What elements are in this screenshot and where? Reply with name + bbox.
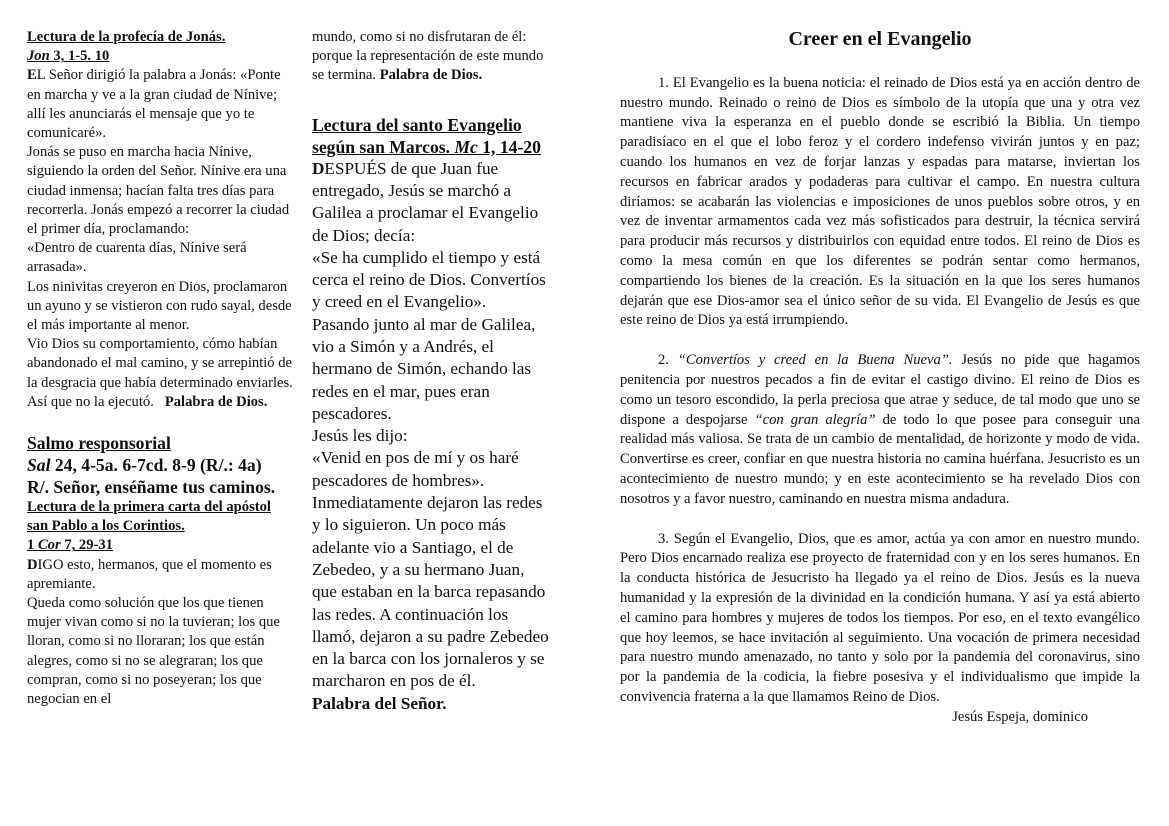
reading2-cont-text: mundo, como si no disfrutaran de él: porque la representación de este mundo se termina. — [312, 29, 544, 84]
reading2-ref-rest: 7, 29-31 — [60, 537, 113, 554]
reading1-ref-book: Jon — [27, 48, 50, 65]
gospel-ref-book: Mc — [454, 136, 478, 157]
psalm-ref-rest: 24, 4-5a. 6-7cd. 8-9 (R/.: 4a) — [50, 455, 262, 476]
reading2-dropcap: D — [27, 556, 38, 573]
reading2-title: Lectura de la primera carta del apóstol san Pablo a los Corintios. — [27, 499, 271, 535]
reading1-ref-rest: 3, 1-5. 10 — [49, 48, 110, 65]
reading1-title: Lectura de la profecía de Jonás. — [27, 29, 226, 45]
gospel-para4: Jesús les dijo: — [312, 426, 408, 446]
reading1-dropcap: E — [27, 67, 37, 84]
column-right — [620, 28, 1140, 728]
spacer — [620, 331, 1140, 351]
spacer — [620, 510, 1140, 530]
spacer — [27, 412, 295, 432]
reading2-ref-book: Cor — [37, 537, 61, 554]
reading1-para2: Jonás se puso en marcha hacia Nínive, siguiendo la orden del Señor. Nínive era una ciudad inmensa; hacían falta tres días para recorrerla. Jonás empezó a recorrer la ciudad el primer día, proclamando: — [27, 144, 290, 238]
reading2-close: Palabra de Dios. — [379, 67, 483, 84]
column-left — [27, 28, 295, 709]
spacer — [312, 86, 552, 114]
reading1-text: L Señor dirigió la palabra a Jonás: «Ponte en marcha y ve a la gran ciudad de Nínive; allí les anunciarás el mensaje que yo te comunicaré». — [27, 67, 281, 142]
reading1-para3: «Dentro de cuarenta días, Nínive será arrasada». — [27, 240, 247, 276]
psalm-ref-book: Sal — [27, 455, 51, 476]
para2-text-b: de todo lo que posee para conseguir una realidad más valiosa. Se trata de un cambio de mentalidad, de horizonte y modo de vida. Convertirse es creer, confiar en que nuestra historia no camina huérfana. Jesucristo es un acontecimiento de nuestro mundo; y en este acontecimiento se ha revelado Dios con nosotros y a favor nuestro, caminando en nuestra misma andadura. — [620, 411, 1141, 507]
reading1-close: Palabra de Dios. — [164, 393, 268, 410]
reading1-text5: Vio Dios su comportamiento, cómo habían abandonado el mal camino, y se arrepintió de la desgracia que había determinado enviarles. Así que no la ejecutó. — [27, 336, 293, 410]
gospel-text: ESPUÉS de que Juan fue entregado, Jesús se marchó a Galilea a proclamar el Evangelio de Dios; decía: — [312, 158, 539, 245]
para2-quote: “Convertíos y creed en la Buena Nueva”. — [677, 352, 953, 369]
gospel-ref-rest: 1, 14-20 — [477, 136, 541, 157]
reading2-ref-pre: 1 — [27, 537, 38, 554]
psalm-title: Salmo responsorial — [27, 433, 171, 454]
gospel-para3: Pasando junto al mar de Galilea, vio a Simón y a Andrés, el hermano de Simón, echando las redes en el mar, pues eran pescadores. — [312, 314, 536, 423]
reading1-para5 — [27, 335, 295, 412]
reflection-title: Creer en el Evangelio — [788, 28, 972, 50]
gospel-para2: «Se ha cumplido el tiempo y está cerca el reino de Dios. Convertíos y creed en el Evangelio». — [312, 247, 546, 312]
para2-number: 2. — [658, 352, 678, 369]
signature: Jesús Espeja, dominico — [952, 708, 1088, 725]
column-middle — [312, 28, 552, 715]
para2-text-a: Jesús no pide que hagamos penitencia por nuestros pecados a fin de evitar el castigo divino. El reino de Dios es como un tesoro escondido, la perla preciosa que atrae y seduce, de tal modo que uno se dispone a despojarse — [620, 352, 1140, 428]
gospel-para1 — [312, 158, 552, 247]
para2-quote2: “con gran alegría” — [754, 411, 876, 428]
reading2-para1 — [27, 556, 295, 594]
reading2-text: IGO esto, hermanos, que el momento es apremiante. — [27, 556, 272, 592]
reading1-para1 — [27, 66, 295, 143]
reading1-reference — [27, 47, 295, 66]
gospel-para6: Inmediatamente dejaron las redes y lo siguieron. Un poco más adelante vio a Santiago, el de Zebedeo, y a su hermano Juan, que estaban en la barca repasando las redes. A continuación los llamó, dejaron a su padre Zebedeo en la barca con los jornaleros y se marcharon en pos de él. — [312, 493, 549, 691]
gospel-dropcap: D — [312, 158, 325, 178]
reading2-para2: Queda como solución que los que tienen mujer vivan como si no la tuvieran; los que lloran, como si no lloraran; los que están alegres, como si no se alegraran; los que compran, como si no poseyeran; los que negocian en el — [27, 595, 280, 708]
reflection-para1: 1. El Evangelio es la buena noticia: el reinado de Dios está ya en acción dentro de nuestro mundo. Reinado o reino de Dios es símbolo de la utopía que una y otra vez mantiene viva la esperanza en el pueblo donde se escribió la Biblia. Un tiempo paradisíaco en el que el lobo feroz y el cordero indefenso vivirán juntos y en paz; cuando los humanos en vez de forjar lanzas y espadas para matarse, inviertan los recursos en fabricar arados y podaderas para cultivar el campo. En nuestra cultura diríamos: se acabarán las violencias e imposiciones de unos pueblos sobre otros, y en vez de inventar armamentos cada vez más sofisticados para destruir, la técnica servirá para producir más recursos y distribuirlos con equidad entre todos. El reino de Dios es como la mesa común en que los diferentes se podrán sentar como hermanos, compartiendo los bienes de la creación. Es la situación en la que los seres humanos dejarán que ese Dios-amor sea el único señor de su vida. El Evangelio de Jesús es que este reino de Dios ya está irrumpiendo. — [620, 74, 1140, 329]
psalm-response: R/. Señor, enséñame tus caminos. — [27, 477, 276, 498]
psalm-reference — [27, 454, 295, 476]
reading1-para4: Los ninivitas creyeron en Dios, proclamaron un ayuno y se vistieron con rudo sayal, desde el más importante al menor. — [27, 278, 292, 334]
gospel-close: Palabra del Señor. — [312, 693, 447, 713]
gospel-title-text: Lectura del santo Evangelio según san Marcos. — [312, 114, 522, 157]
gospel-title — [312, 114, 552, 158]
reflection-para3: 3. Según el Evangelio, Dios, que es amor, actúa ya con amor en nuestro mundo. Pero Dios encarnado realiza ese proyecto de fraternidad con y en los seres humanos. En la conducta histórica de Jesucristo ha llegado ya el reino de Dios. Jesús es la nueva humanidad y la expresión de la divinidad en la condición humana. Y así ya está abierto el camino para hombres y mujeres de todos los tiempos. Por eso, en el texto evangélico que hoy leemos, se hace invitación al seguimiento. Una vocación de primera necesidad para nuestro mundo amenazado, no tanto y solo por la pandemia del coronavirus, sino por la pandemia de la codicia, la fiebre posesiva y el individualismo que impide la convivencia fraterna a la que llamamos Reino de Dios. — [620, 530, 1140, 705]
reading2-continuation — [312, 28, 552, 86]
gospel-para5: «Venid en pos de mí y os haré pescadores de hombres». — [312, 448, 519, 490]
reading2-reference — [27, 536, 295, 555]
reflection-para2 — [620, 351, 1140, 509]
